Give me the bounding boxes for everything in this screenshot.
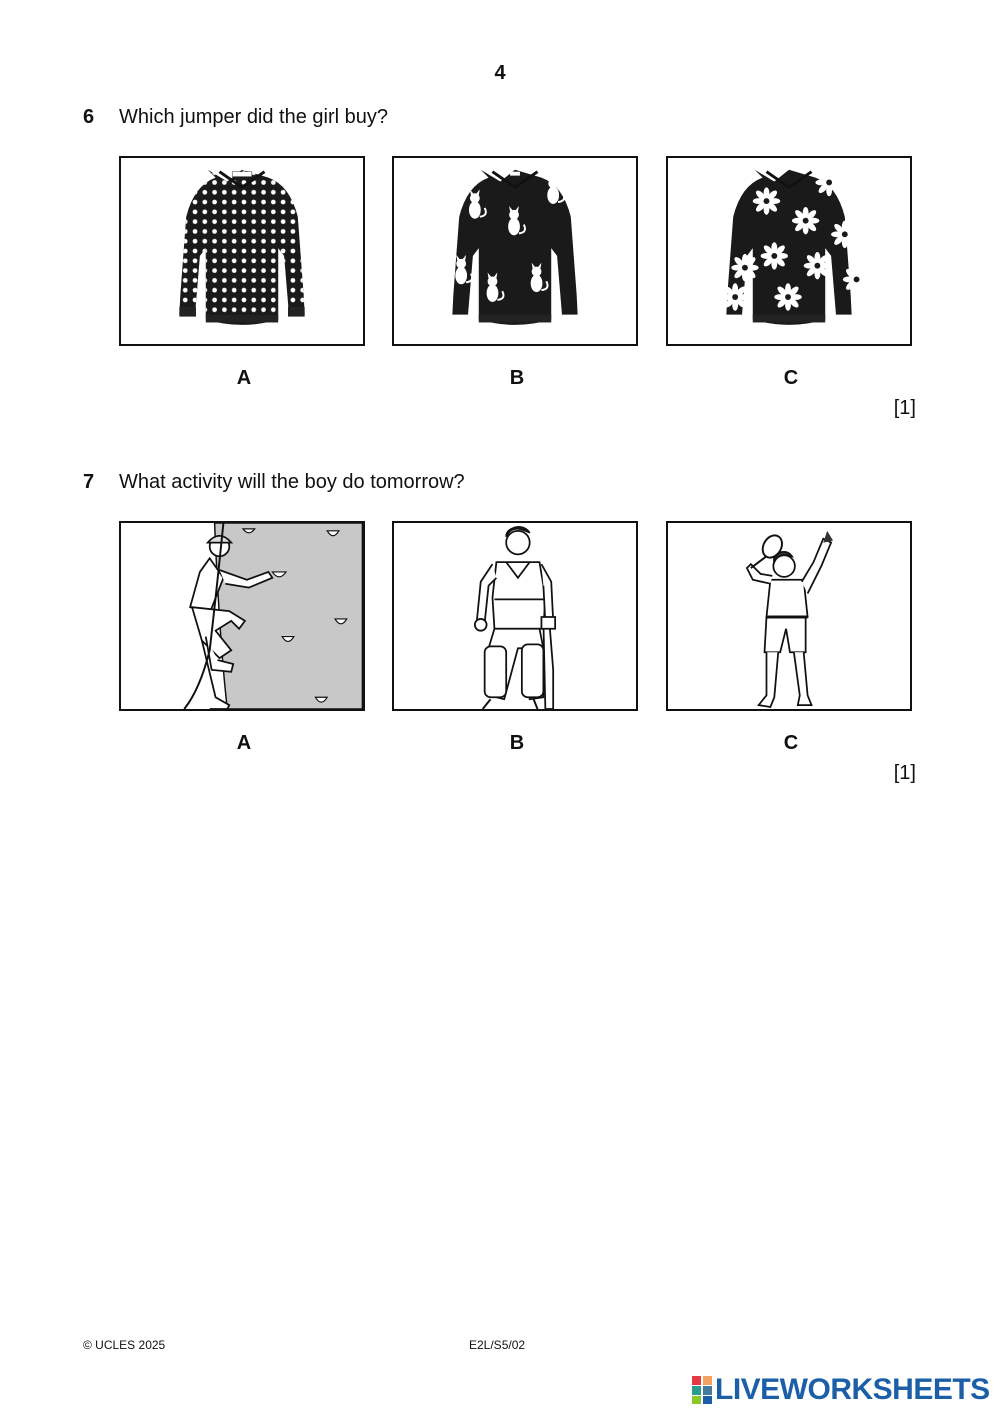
jumper-flowers-option[interactable]: [666, 156, 912, 346]
liveworksheets-logo[interactable]: [692, 1372, 990, 1408]
jumper-cats-option[interactable]: [392, 156, 638, 346]
q7-mark: [1]: [893, 762, 916, 784]
cricket-image: [394, 523, 636, 709]
rock-climbing-image: [121, 523, 363, 709]
cricket-option[interactable]: [392, 521, 638, 711]
badminton-image: [668, 523, 910, 709]
jumper-flowers-image: [668, 158, 910, 344]
q6-option-c-label: C: [783, 367, 799, 389]
q6-option-b-label: B: [509, 367, 525, 389]
jumper-dots-option[interactable]: [119, 156, 365, 346]
q7-option-a-label: A: [236, 732, 252, 754]
jumper-dots-image: [121, 158, 363, 344]
footer-copyright: © UCLES 2025: [83, 1338, 166, 1352]
question-7-number: 7: [83, 471, 95, 493]
q7-option-b-label: B: [509, 732, 525, 754]
q7-option-c-label: C: [783, 732, 799, 754]
question-6-text: Which jumper did the girl buy?: [119, 106, 389, 128]
liveworksheets-wordmark: LIVEWORKSHEETS: [715, 1373, 990, 1406]
badminton-option[interactable]: [666, 521, 912, 711]
question-6-number: 6: [83, 106, 95, 128]
page-number: 4: [494, 62, 506, 84]
liveworksheets-icon: [692, 1376, 712, 1404]
jumper-cats-image: [394, 158, 636, 344]
q6-option-a-label: A: [236, 367, 252, 389]
rock-climbing-option[interactable]: [119, 521, 365, 711]
q6-mark: [1]: [893, 397, 916, 419]
question-7-text: What activity will the boy do tomorrow?: [119, 471, 465, 493]
footer-code: E2L/S5/02: [469, 1338, 526, 1352]
